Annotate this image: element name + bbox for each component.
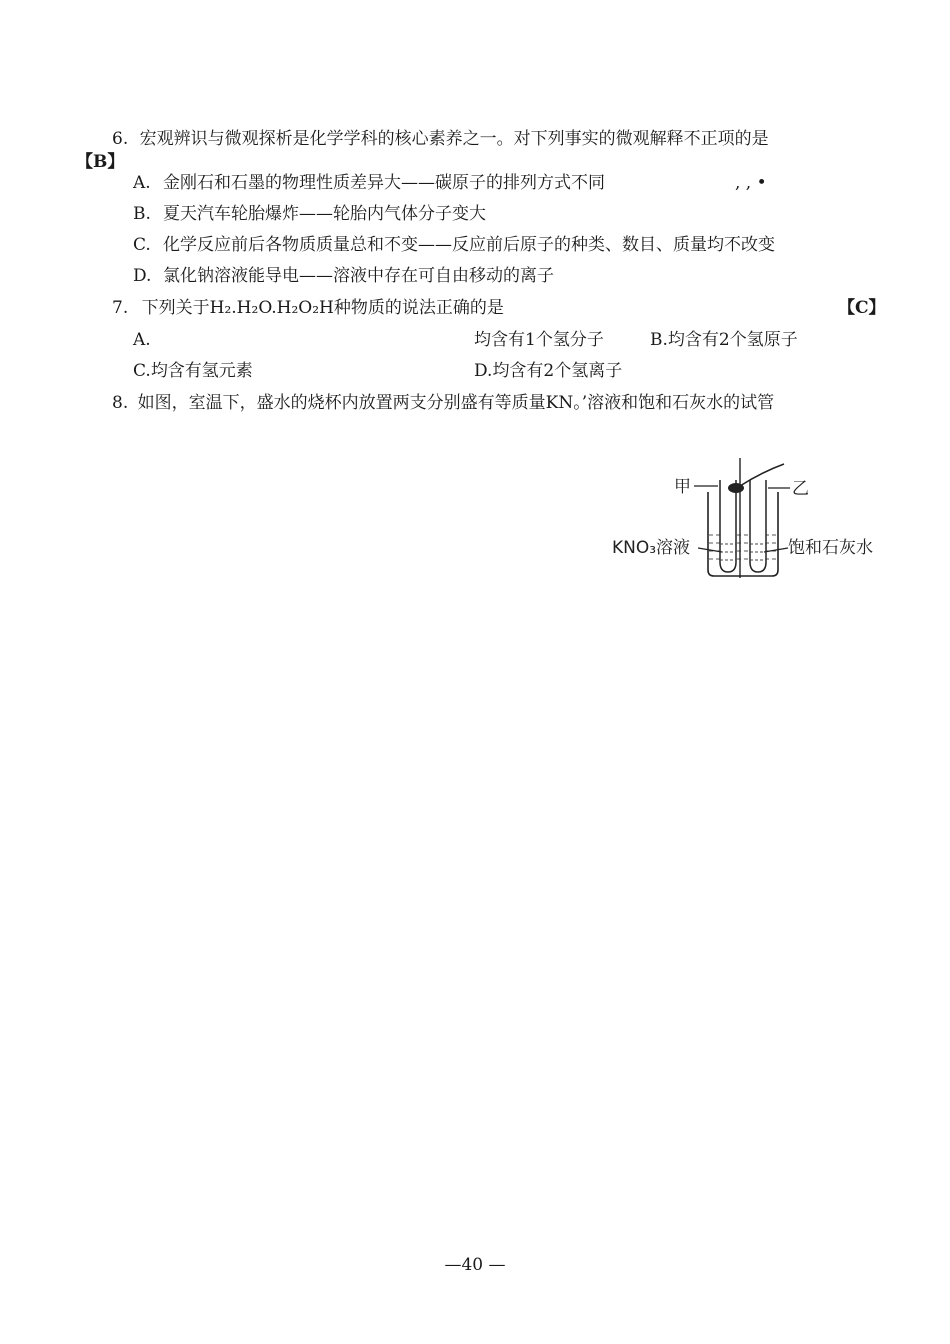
option-letter: C. [133, 235, 151, 255]
option-letter: D. [474, 361, 493, 381]
test-tube-jia [720, 480, 736, 572]
label-limewater: 饱和石灰水 [788, 538, 873, 558]
option-text: 均含有2个氢离子 [492, 361, 623, 381]
test-tube-yi [750, 480, 766, 572]
page-number: —40 — [444, 1255, 506, 1275]
label-kno3: KNO₃溶液 [612, 538, 691, 558]
q6-option-d [133, 265, 554, 287]
option-letter: B. [650, 330, 668, 350]
option-text: 均含有氢元素 [150, 361, 253, 381]
option-text: 均含有2个氢原子 [667, 330, 798, 350]
option-letter: B. [133, 204, 151, 224]
option-letter: A. [133, 173, 151, 193]
label-yi: 乙 [792, 479, 809, 499]
q7-option-b [650, 329, 798, 351]
q6-answer: 【B】 [76, 152, 125, 172]
q8-stem: 如图，室温下，盛水的烧杯内放置两支分别盛有等质量KN。’溶液和饱和石灰水的试管 [137, 393, 775, 413]
option-text: 夏天汽车轮胎爆炸——轮胎内气体分子变大 [163, 204, 486, 224]
q7-option-c [133, 360, 253, 382]
q6-stem-line [112, 128, 769, 150]
q7-answer: 【C】 [838, 298, 886, 318]
q7-option-a-letter: A. [133, 330, 151, 350]
option-letter: D. [133, 266, 152, 286]
label-jia: 甲 [674, 477, 691, 497]
solid-in-spoon [728, 483, 744, 493]
q7-number: 7. [112, 298, 129, 318]
option-text: 金刚石和石墨的物理性质差异大——碳原子的排列方式不同 [163, 173, 605, 193]
q8-number: 8. [112, 393, 129, 413]
q7-stem-line [112, 297, 504, 319]
q7-option-d [474, 360, 622, 382]
q6-option-b [133, 203, 486, 225]
beaker-figure [612, 452, 892, 582]
q6-option-c [133, 234, 775, 256]
water-level [709, 535, 777, 559]
q7-option-a-text: 均含有1个氢分子 [474, 330, 604, 350]
q8-stem-line [112, 392, 774, 414]
stray-marks: , , • [735, 173, 767, 193]
q7-stem: 下列关于H₂.H₂O.H₂O₂H种物质的说法正确的是 [141, 298, 504, 318]
beaker-outline [708, 492, 778, 576]
option-letter: C. [133, 361, 151, 381]
q6-option-a [133, 172, 605, 194]
option-text: 氯化钠溶液能导电——溶液中存在可自由移动的离子 [163, 266, 554, 286]
q6-number: 6. [112, 129, 129, 149]
option-text: 化学反应前后各物质质量总和不变——反应前后原子的种类、数目、质量均不改变 [163, 235, 775, 255]
q6-stem: 宏观辨识与微观探析是化学学科的核心素养之一。对下列事实的微观解释不正项的是 [139, 129, 769, 149]
